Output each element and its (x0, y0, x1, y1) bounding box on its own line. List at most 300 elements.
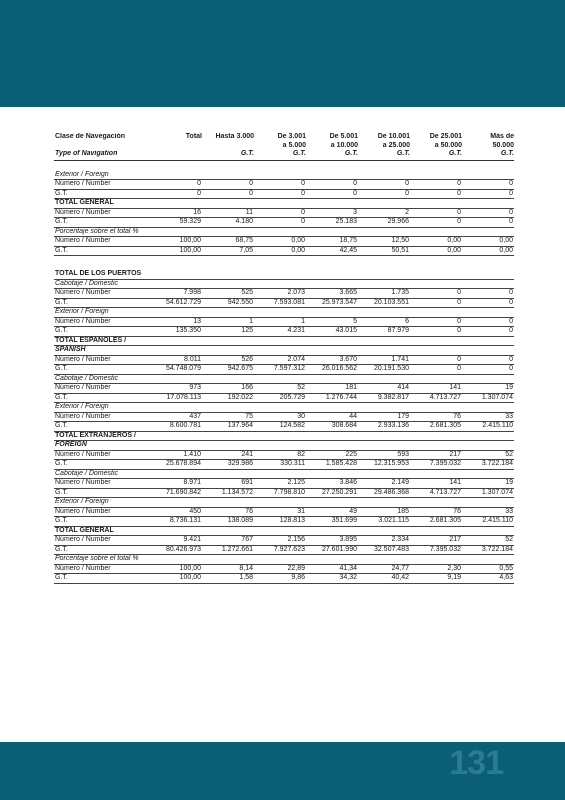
table-cell: 0 (410, 208, 462, 218)
row-label: Número / Number (54, 412, 150, 422)
section-row (54, 403, 514, 413)
table-cell: 0,00 (410, 246, 462, 256)
table-cell: 308.684 (306, 422, 358, 432)
table-cell: 205.729 (254, 393, 306, 403)
section-label: Cabotaje / Domestic (54, 279, 514, 289)
table-cell: 0 (254, 208, 306, 218)
table-cell: 0 (462, 365, 514, 375)
table-cell: 2.073 (254, 289, 306, 299)
table-row (54, 189, 514, 199)
row-label: G.T. (54, 460, 150, 470)
table-cell: 330.311 (254, 460, 306, 470)
table-row (54, 517, 514, 527)
table-cell: 100,00 (150, 564, 202, 574)
table-cell: 19 (462, 479, 514, 489)
row-label: G.T. (54, 218, 150, 228)
table-cell: 4.180 (202, 218, 254, 228)
section-label: Porcentaje sobre el total % (54, 555, 514, 565)
table-cell: 42,45 (306, 246, 358, 256)
table-cell: 71.690.842 (150, 488, 202, 498)
table-cell: 0 (358, 180, 410, 190)
table-row (54, 298, 514, 308)
row-label: G.T. (54, 298, 150, 308)
table-cell: 0 (254, 180, 306, 190)
row-label: Número / Number (54, 564, 150, 574)
table-cell: 7.593.081 (254, 298, 306, 308)
table-row (54, 412, 514, 422)
table-cell: 942.675 (202, 365, 254, 375)
row-label: G.T. (54, 422, 150, 432)
total-heading-row (54, 199, 514, 209)
row-label: Número / Number (54, 355, 150, 365)
header-cell: G.T. (202, 150, 254, 160)
table-cell: 20.191.530 (358, 365, 410, 375)
header-cell: De 10.001 (377, 133, 410, 140)
table-cell: 19 (462, 384, 514, 394)
header-cell: a 25.000 (382, 141, 410, 149)
table-row (54, 289, 514, 299)
table-cell: 1 (254, 317, 306, 327)
table-cell: 7.395.032 (410, 545, 462, 555)
table-cell: 7.998 (150, 289, 202, 299)
table-cell: 1.741 (358, 355, 410, 365)
table-cell: 2.125 (254, 479, 306, 489)
table-cell: 68,75 (202, 237, 254, 247)
table-cell: 0 (202, 180, 254, 190)
table-cell: 135.350 (150, 327, 202, 337)
header-cell (54, 142, 150, 151)
row-label: Número / Number (54, 450, 150, 460)
table-cell: 7.597.312 (254, 365, 306, 375)
row-label: G.T. (54, 189, 150, 199)
section-label: SPANISH (54, 346, 514, 356)
table-row (54, 460, 514, 470)
header-cell: a 50.000 (434, 141, 462, 149)
table-row (54, 208, 514, 218)
table-cell: 1.410 (150, 450, 202, 460)
table-cell: 54.612.729 (150, 298, 202, 308)
total-heading-row (54, 431, 514, 441)
table-cell: 0 (462, 289, 514, 299)
table-cell: 942.550 (202, 298, 254, 308)
table-cell: 1,58 (202, 574, 254, 584)
table-row (54, 384, 514, 394)
table-row (54, 536, 514, 546)
header-cell: a 10.000 (330, 141, 358, 149)
table-cell: 18,75 (306, 237, 358, 247)
table-cell: 128.813 (254, 517, 306, 527)
table-cell: 0 (150, 189, 202, 199)
table-cell: 52 (254, 384, 306, 394)
section-row (54, 374, 514, 384)
table-cell: 179 (358, 412, 410, 422)
table-cell: 593 (358, 450, 410, 460)
row-label: Número / Number (54, 507, 150, 517)
table-cell: 76 (202, 507, 254, 517)
table-cell: 80.426.973 (150, 545, 202, 555)
page-number: 131 (449, 744, 503, 782)
table-cell: 24,77 (358, 564, 410, 574)
table-cell: 8.971 (150, 479, 202, 489)
table-cell: 27.250.291 (306, 488, 358, 498)
table-cell: 4.231 (254, 327, 306, 337)
table-row (54, 488, 514, 498)
section-row (54, 227, 514, 237)
section-label: Exterior / Foreign (54, 403, 514, 413)
header-cell: De 5.001 (329, 133, 358, 140)
table-cell: 9.421 (150, 536, 202, 546)
header-cell: Clase de Navegación (55, 133, 126, 140)
section-label: Porcentaje sobre el total % (54, 227, 514, 237)
spacer-cell (54, 160, 514, 171)
table-cell: 16 (150, 208, 202, 218)
table-cell: 4.713.727 (410, 488, 462, 498)
table-row (54, 365, 514, 375)
table-cell: 29.966 (358, 218, 410, 228)
table-row (54, 246, 514, 256)
total-heading-row (54, 526, 514, 536)
table-cell: 3.021.115 (358, 517, 410, 527)
table-cell: 0 (306, 189, 358, 199)
table-cell: 8.600.781 (150, 422, 202, 432)
table-cell: 44 (306, 412, 358, 422)
table-cell: 0 (410, 289, 462, 299)
section-row (54, 308, 514, 318)
table-cell: 11 (202, 208, 254, 218)
table-cell: 8.736.131 (150, 517, 202, 527)
table-cell: 0 (254, 189, 306, 199)
table-cell: 2 (358, 208, 410, 218)
total-heading-row (54, 336, 514, 346)
table-cell: 525 (202, 289, 254, 299)
table-cell: 141 (410, 479, 462, 489)
table-cell: 3.665 (306, 289, 358, 299)
table-cell: 52 (462, 536, 514, 546)
table-cell: 351.699 (306, 517, 358, 527)
table-cell: 12.315.953 (358, 460, 410, 470)
table-cell: 0 (202, 189, 254, 199)
table-cell: 0 (306, 180, 358, 190)
header-cell: De 3.001 (277, 133, 306, 140)
section-label: Exterior / Foreign (54, 498, 514, 508)
table-cell: 2,30 (410, 564, 462, 574)
table-cell: 0 (358, 189, 410, 199)
row-label: G.T. (54, 246, 150, 256)
table-cell: 0 (254, 218, 306, 228)
table-cell: 124.582 (254, 422, 306, 432)
table-row (54, 564, 514, 574)
row-label: Número / Number (54, 384, 150, 394)
table-row (54, 479, 514, 489)
table-cell: 1.307.074 (462, 488, 514, 498)
table-cell: 225 (306, 450, 358, 460)
table-cell: 2.074 (254, 355, 306, 365)
header-cell: G.T. (254, 150, 306, 160)
header-cell: 50.000 (492, 141, 514, 149)
table-cell: 138.089 (202, 517, 254, 527)
table-cell: 8.011 (150, 355, 202, 365)
row-label: Número / Number (54, 237, 150, 247)
section-row (54, 469, 514, 479)
table-cell: 27.601.990 (306, 545, 358, 555)
table-cell: 26.016.562 (306, 365, 358, 375)
table-cell: 0 (462, 189, 514, 199)
total-heading-row (54, 346, 514, 356)
table-cell: 75 (202, 412, 254, 422)
header-cell: G.T. (410, 150, 462, 160)
table-cell: 526 (202, 355, 254, 365)
table-cell: 25.973.547 (306, 298, 358, 308)
table-cell: 34,32 (306, 574, 358, 584)
table-cell: 49 (306, 507, 358, 517)
table-cell: 217 (410, 450, 462, 460)
table-cell: 0 (410, 218, 462, 228)
table-cell: 52 (462, 450, 514, 460)
section-label: TOTAL GENERAL (54, 199, 514, 209)
table-cell: 1.307.074 (462, 393, 514, 403)
header-cell: a 5.000 (282, 141, 306, 149)
table-cell: 2.149 (358, 479, 410, 489)
table-row (54, 393, 514, 403)
header-cell (150, 150, 202, 160)
table-cell: 0,00 (410, 237, 462, 247)
table-cell: 12,50 (358, 237, 410, 247)
table-cell: 0 (462, 317, 514, 327)
table-cell: 437 (150, 412, 202, 422)
table-row (54, 355, 514, 365)
table-cell: 217 (410, 536, 462, 546)
total-heading-row (54, 441, 514, 451)
table-cell: 0 (462, 180, 514, 190)
table-cell: 2.415.110 (462, 422, 514, 432)
row-label: G.T. (54, 574, 150, 584)
table-row (54, 450, 514, 460)
table-cell: 33 (462, 412, 514, 422)
table-cell: 141 (410, 384, 462, 394)
table-cell: 0 (462, 208, 514, 218)
table-cell: 59.329 (150, 218, 202, 228)
table-cell: 3.722.184 (462, 460, 514, 470)
table-cell: 3 (306, 208, 358, 218)
table-cell: 3.670 (306, 355, 358, 365)
table-cell: 0 (410, 180, 462, 190)
row-label: G.T. (54, 488, 150, 498)
section-row (54, 555, 514, 565)
total-heading-row (54, 270, 514, 279)
table-cell: 0 (410, 365, 462, 375)
table-cell: 4.713.727 (410, 393, 462, 403)
navigation-statistics-table (54, 133, 514, 584)
table-cell: 25.678.894 (150, 460, 202, 470)
table-cell: 0 (410, 317, 462, 327)
table-cell: 1.735 (358, 289, 410, 299)
row-label: Número / Number (54, 208, 150, 218)
table-cell: 0,55 (462, 564, 514, 574)
table-cell: 13 (150, 317, 202, 327)
table-cell: 7.798.810 (254, 488, 306, 498)
table-cell: 691 (202, 479, 254, 489)
table-cell: 3.846 (306, 479, 358, 489)
header-cell: Más de (490, 133, 514, 140)
table-cell: 4,63 (462, 574, 514, 584)
table-cell: 20.103.551 (358, 298, 410, 308)
table-cell: 192.022 (202, 393, 254, 403)
table-cell: 973 (150, 384, 202, 394)
table-cell: 9,19 (410, 574, 462, 584)
table-cell: 22,89 (254, 564, 306, 574)
table-cell: 8,14 (202, 564, 254, 574)
table-cell: 30 (254, 412, 306, 422)
table-cell: 7.395.032 (410, 460, 462, 470)
table-row (54, 218, 514, 228)
table-cell: 329.986 (202, 460, 254, 470)
section-label: TOTAL ESPAÑOLES / (54, 336, 514, 346)
row-label: Número / Number (54, 180, 150, 190)
table-row (54, 574, 514, 584)
table-cell: 9.382.817 (358, 393, 410, 403)
table-cell: 40,42 (358, 574, 410, 584)
section-row (54, 498, 514, 508)
table-cell: 2.156 (254, 536, 306, 546)
section-label: TOTAL GENERAL (54, 526, 514, 536)
table-cell: 1 (202, 317, 254, 327)
table-cell: 25.183 (306, 218, 358, 228)
table-row (54, 422, 514, 432)
section-row (54, 279, 514, 289)
header-row-1 (54, 133, 514, 142)
row-label: G.T. (54, 365, 150, 375)
table-cell: 9,86 (254, 574, 306, 584)
table-cell: 76 (410, 412, 462, 422)
header-cell: G.T. (462, 150, 514, 160)
spacer-row (54, 160, 514, 171)
table-cell: 1.272.661 (202, 545, 254, 555)
table-cell: 5 (306, 317, 358, 327)
table-row (54, 327, 514, 337)
table-row (54, 317, 514, 327)
header-row-3 (54, 150, 514, 160)
table-cell: 3.722.184 (462, 545, 514, 555)
table-cell: 82 (254, 450, 306, 460)
table-cell: 241 (202, 450, 254, 460)
table-cell: 87.979 (358, 327, 410, 337)
table-cell: 54.748.079 (150, 365, 202, 375)
table-cell: 1.276.744 (306, 393, 358, 403)
table-cell: 2.415.110 (462, 517, 514, 527)
section-label: TOTAL DE LOS PUERTOS (54, 270, 514, 279)
table-cell: 0 (462, 355, 514, 365)
table-cell: 43.015 (306, 327, 358, 337)
row-label: Número / Number (54, 479, 150, 489)
spacer-row (54, 256, 514, 271)
header-row-2 (54, 142, 514, 151)
table-cell: 181 (306, 384, 358, 394)
table-cell: 76 (410, 507, 462, 517)
table-row (54, 545, 514, 555)
row-label: Número / Number (54, 317, 150, 327)
table-cell: 7.927.623 (254, 545, 306, 555)
row-label: G.T. (54, 327, 150, 337)
table-cell: 0 (462, 298, 514, 308)
table-cell: 2.681.305 (410, 422, 462, 432)
table-cell: 100,00 (150, 574, 202, 584)
section-label: Exterior / Foreign (54, 308, 514, 318)
header-cell: G.T. (306, 150, 358, 160)
top-color-band (0, 0, 565, 107)
section-row (54, 171, 514, 180)
table-cell: 166 (202, 384, 254, 394)
table-cell: 0 (410, 355, 462, 365)
table-cell: 41,34 (306, 564, 358, 574)
table-cell: 767 (202, 536, 254, 546)
table-cell: 0,00 (254, 237, 306, 247)
table-cell: 31 (254, 507, 306, 517)
table-cell: 29.486.368 (358, 488, 410, 498)
section-label: FOREIGN (54, 441, 514, 451)
table-body (54, 160, 514, 583)
header-cell: Total (185, 133, 202, 140)
section-label: TOTAL EXTRANJEROS / (54, 431, 514, 441)
table-cell: 414 (358, 384, 410, 394)
table-cell: 3.895 (306, 536, 358, 546)
table-cell: 32.507.483 (358, 545, 410, 555)
spacer-cell (54, 256, 514, 271)
section-label: Exterior / Foreign (54, 171, 514, 180)
table-cell: 7,05 (202, 246, 254, 256)
section-label: Cabotaje / Domestic (54, 469, 514, 479)
header-cell: De 25.001 (429, 133, 462, 140)
table-cell: 17.078.113 (150, 393, 202, 403)
table-row (54, 180, 514, 190)
row-label: Número / Number (54, 289, 150, 299)
row-label: G.T. (54, 517, 150, 527)
table-cell: 0 (150, 180, 202, 190)
table-cell: 125 (202, 327, 254, 337)
table-cell: 1.134.572 (202, 488, 254, 498)
table-cell: 2.334 (358, 536, 410, 546)
table-cell: 100,00 (150, 237, 202, 247)
table-row (54, 507, 514, 517)
table-cell: 50,51 (358, 246, 410, 256)
table-cell: 100,00 (150, 246, 202, 256)
table-cell: 0 (462, 218, 514, 228)
table-cell: 2.933.136 (358, 422, 410, 432)
table-cell: 0,00 (254, 246, 306, 256)
row-label: G.T. (54, 393, 150, 403)
table-cell: 0 (410, 189, 462, 199)
table-cell: 185 (358, 507, 410, 517)
table-cell: 0 (410, 327, 462, 337)
section-label: Cabotaje / Domestic (54, 374, 514, 384)
table-cell: 0,00 (462, 237, 514, 247)
table-cell: 33 (462, 507, 514, 517)
row-label: Número / Number (54, 536, 150, 546)
header-cell: G.T. (358, 150, 410, 160)
table-cell: 450 (150, 507, 202, 517)
header-cell (202, 142, 254, 151)
table-cell: 6 (358, 317, 410, 327)
header-cell: Hasta 3.000 (215, 133, 254, 140)
table-cell: 0 (410, 298, 462, 308)
table-cell: 2.681.305 (410, 517, 462, 527)
table-cell: 0,00 (462, 246, 514, 256)
table-cell: 1.585.428 (306, 460, 358, 470)
header-cell (150, 142, 202, 151)
table-cell: 0 (462, 327, 514, 337)
header-cell: Type of Navigation (54, 150, 150, 160)
table-row (54, 237, 514, 247)
row-label: G.T. (54, 545, 150, 555)
